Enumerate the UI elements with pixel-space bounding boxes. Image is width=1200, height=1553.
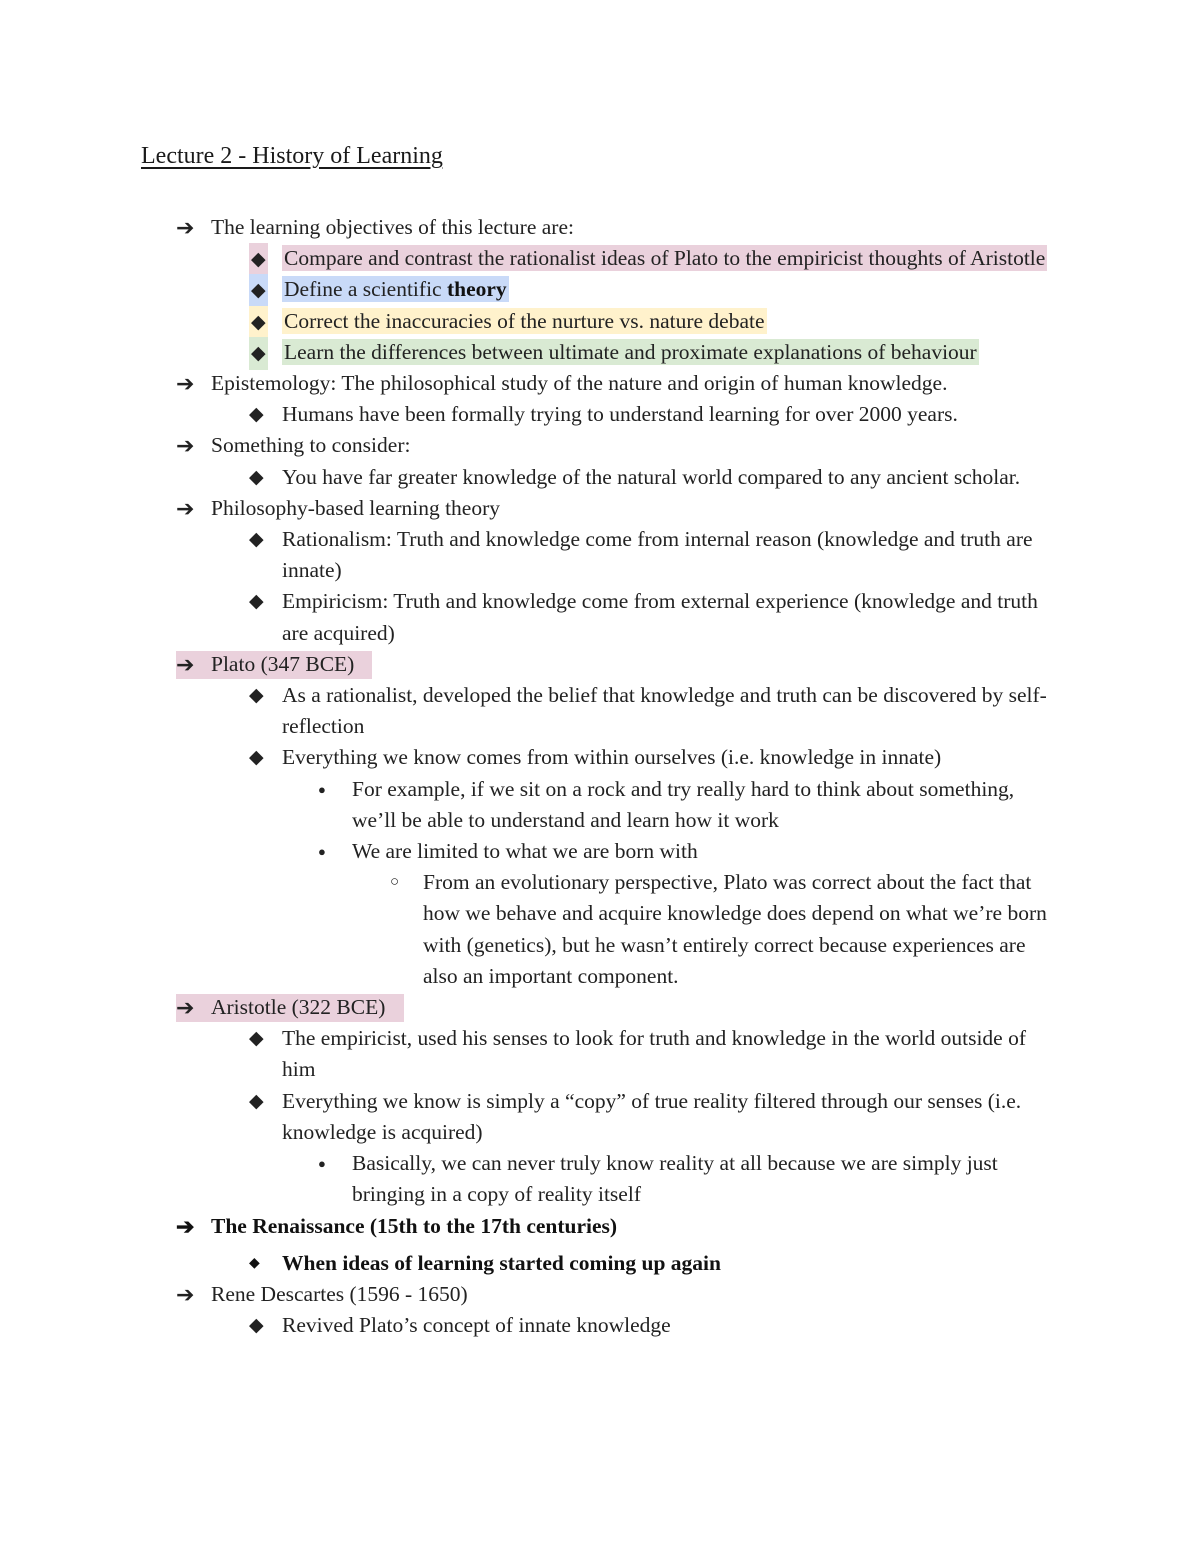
list-item: ◆ Everything we know comes from within ourselves (i.e. knowledge in innate) [0,742,1200,773]
diamond-bullet-icon: ◆ [249,1028,264,1050]
objective-3: ◆ Correct the inaccuracies of the nurture vs. nature debate [0,306,1200,337]
list-item: ◆ You have far greater knowledge of the natural world compared to any ancient scholar. [0,462,1200,493]
diamond-bullet-icon: ◆ [249,466,264,488]
diamond-bullet-icon: ◆ [249,306,268,339]
diamond-bullet-icon: ◆ [249,1315,264,1337]
objective-2: ◆ Define a scientific theory [0,274,1200,305]
diamond-bullet-icon: ◆ [249,243,268,276]
diamond-bullet-icon: ◆ [249,337,268,370]
aristotle-heading: ➔ Aristotle (322 BCE) [0,992,1200,1023]
list-item: ◆ When ideas of learning started coming up again [0,1248,1200,1279]
arrow-right-icon: ➔ [176,995,195,1021]
diamond-bullet-icon: ◆ [249,1090,264,1112]
arrow-right-icon: ➔ [176,1281,195,1307]
diamond-bullet-icon: ◆ [249,274,268,307]
arrow-right-icon: ➔ [176,433,195,459]
hollow-circle-bullet-icon: ○ [390,874,400,891]
plato-heading: ➔ Plato (347 BCE) [0,649,1200,680]
list-item: ○ From an evolutionary perspective, Plato was correct about the fact that how we behave and acquire knowledge does depend on what we’re born with (genetics), but he wasn’t entirely correct because experiences are also an important component. [0,867,1200,992]
diamond-bullet-icon: ◆ [249,1255,260,1271]
filled-circle-bullet-icon: ● [318,781,326,797]
arrow-right-icon: ➔ [176,495,195,521]
list-item: ◆ Revived Plato’s concept of innate knowledge [0,1310,1200,1341]
list-item: ◆ Empiricism: Truth and knowledge come from external experience (knowledge and truth are acquired) [0,586,1200,648]
arrow-right-icon: ➔ [176,651,195,677]
page-title: Lecture 2 - History of Learning [141,143,443,169]
list-item: ➔ The learning objectives of this lecture are: [0,212,1200,243]
arrow-right-icon: ➔ [176,371,195,397]
list-item: ➔ Rene Descartes (1596 - 1650) [0,1279,1200,1310]
list-item: ◆ The empiricist, used his senses to look for truth and knowledge in the world outside of him [0,1023,1200,1085]
diamond-bullet-icon: ◆ [249,529,264,551]
list-item: ◆ Rationalism: Truth and knowledge come from internal reason (knowledge and truth are innate) [0,524,1200,586]
objective-4: ◆ Learn the differences between ultimate and proximate explanations of behaviour [0,337,1200,368]
filled-circle-bullet-icon: ● [318,1156,326,1172]
renaissance-heading: ➔ The Renaissance (15th to the 17th centuries) [0,1211,1200,1242]
diamond-bullet-icon: ◆ [249,591,264,613]
arrow-right-icon: ➔ [176,1213,195,1239]
list-item: ➔ Epistemology: The philosophical study of the nature and origin of human knowledge. [0,368,1200,399]
list-item: ◆ Humans have been formally trying to understand learning for over 2000 years. [0,399,1200,430]
filled-circle-bullet-icon: ● [318,844,326,860]
list-item: ➔ Something to consider: [0,430,1200,461]
objective-1: ◆ Compare and contrast the rationalist ideas of Plato to the empiricist thoughts of Aristotle [0,243,1200,274]
diamond-bullet-icon: ◆ [249,747,264,769]
list-item: ● We are limited to what we are born with [0,836,1200,867]
list-item: ◆ As a rationalist, developed the belief that knowledge and truth can be discovered by self-reflection [0,680,1200,742]
list-item: ● For example, if we sit on a rock and try really hard to think about something, we’ll be able to understand and learn how it work [0,774,1200,836]
list-item: ◆ Everything we know is simply a “copy” of true reality filtered through our senses (i.e. knowledge is acquired) [0,1086,1200,1148]
list-item: ➔ Philosophy-based learning theory [0,493,1200,524]
diamond-bullet-icon: ◆ [249,404,264,426]
arrow-right-icon: ➔ [176,215,195,240]
outline-list [0,212,1200,1341]
diamond-bullet-icon: ◆ [249,685,264,707]
list-item: ● Basically, we can never truly know reality at all because we are simply just bringing in a copy of reality itself [0,1148,1200,1210]
